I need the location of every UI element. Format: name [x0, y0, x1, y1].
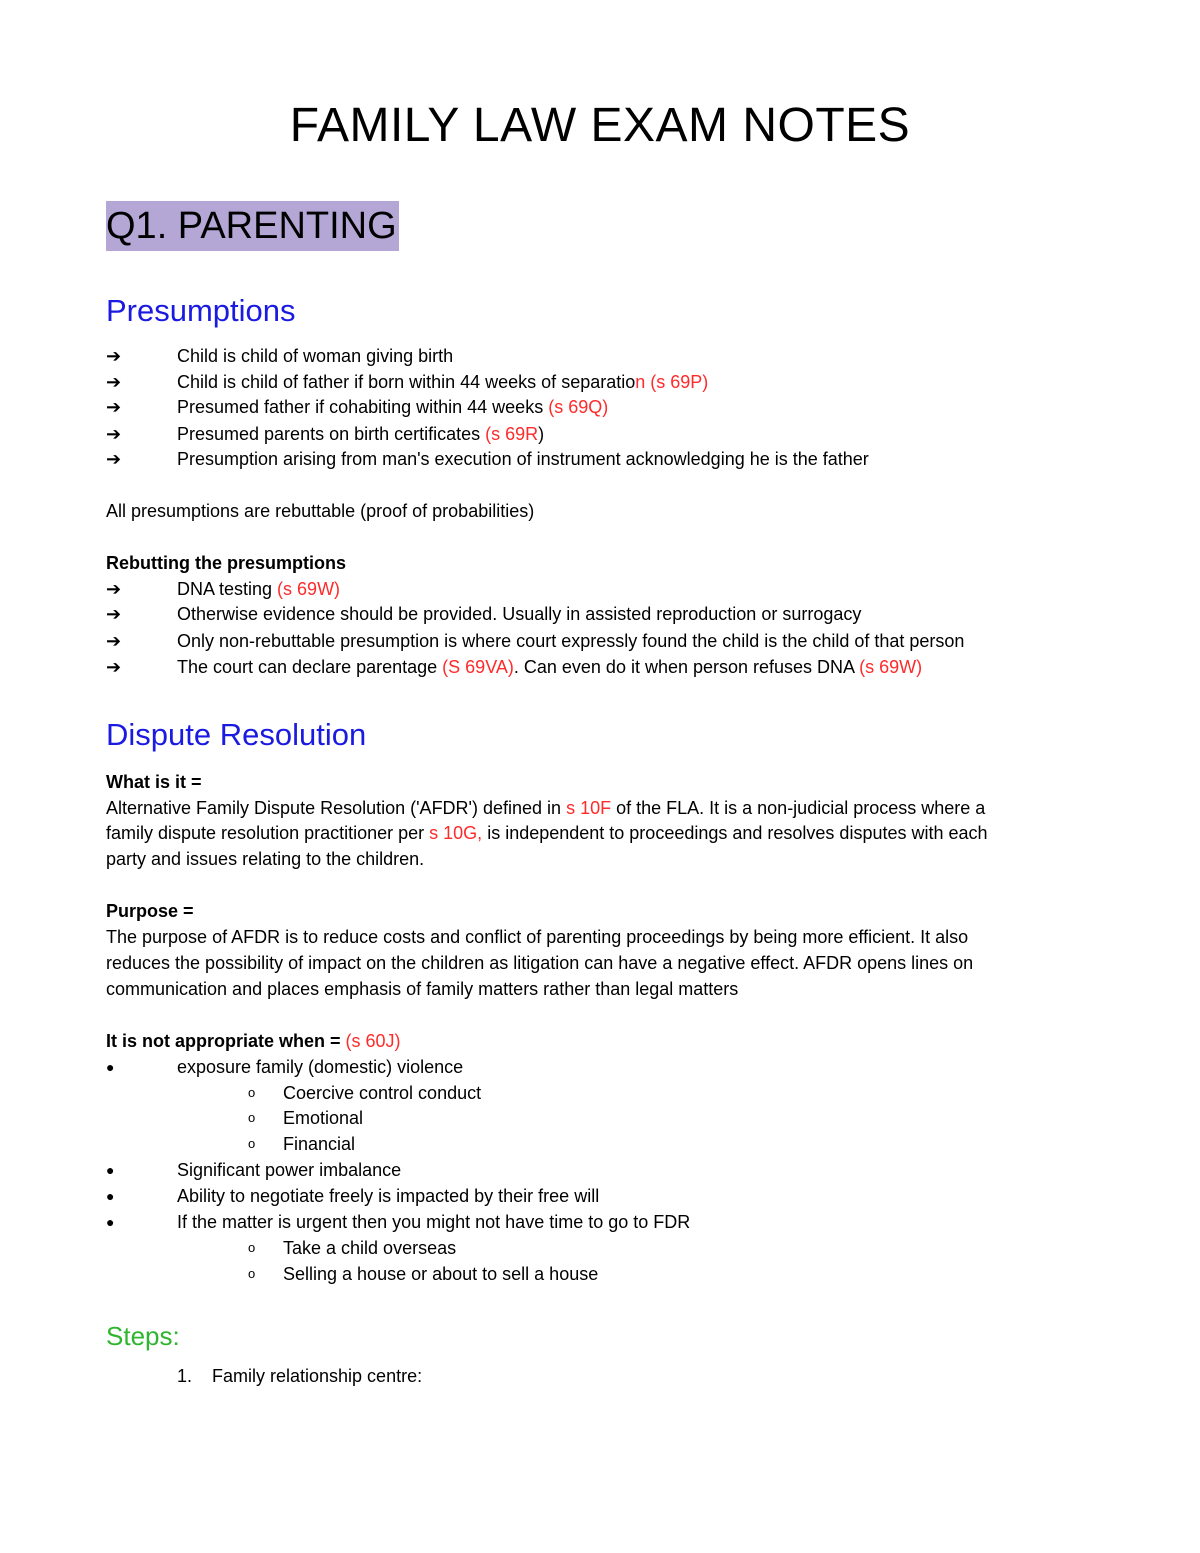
- arrow-bullet-icon: ➔: [106, 346, 122, 366]
- section-reference: (s 69W): [277, 579, 341, 599]
- document-page: FAMILY LAW EXAM NOTES Q1. PARENTING Presumptions ➔ Child is child of woman giving birth ➔ Child is child of father if born within 44 weeks of separation (s 69P) ➔ Presumed father if cohabiting within 44 weeks (s 69Q) ➔ Presumed parents on birth certificates (s 69R) ➔ Presumption arising from man's execution of instrument acknowledging he is the father All presumptions are rebuttable (proof of probabilities) Rebutting the presumptions ➔ DNA testing (s 69W) ➔ Otherwise evidence should be provided. Usually in assisted reproduction or surrogacy ➔ Only non-rebuttable presumption is where court expressly found the child is the child of that person ➔ The court can declare parentage (S 69VA). Can even do it when person refuses DNA (s 69W) Dispute Resolution What is it = Alternative Family Dispute Resolution ('AFDR') defined in s 10F of the FLA. It is a non-judicial process where a family dispute resolution practitioner per s 10G, is independent to proceedings and resolves disputes with each party and issues relating to the children. Purpose = The purpose of AFDR is to reduce costs and conflict of parenting proceedings by being more efficient. It also reduces the possibility of impact on the children as litigation can have a negative effect. AFDR opens lines on communication and places emphasis of family matters rather than legal matters It is not appropriate when = (s 60J) ● exposure family (domestic) violence o Coercive control conduct o Emotional o Financial ● Significant power imbalance ● Ability to negotiate freely is impacted by their free will ● If the matter is urgent then you might not have time to go to FDR o Take a child overseas o Selling a house or about to sell a house Steps: 1. Family relationship centre:: [0, 0, 1200, 1553]
- bullet-dot-icon: ●: [106, 1188, 115, 1204]
- arrow-bullet-icon: ➔: [106, 397, 122, 417]
- what-is-it-label: What is it =: [106, 772, 202, 792]
- rebutting-heading: Rebutting the presumptions: [106, 553, 346, 573]
- presumptions-heading: Presumptions: [106, 293, 296, 328]
- arrow-bullet-icon: ➔: [106, 604, 122, 624]
- section-reference: (s 69W): [859, 657, 923, 677]
- section-reference: s 10G,: [429, 823, 483, 843]
- step-text: Family relationship centre:: [212, 1366, 423, 1386]
- purpose-label: Purpose =: [106, 901, 194, 921]
- paragraph-line: party and issues relating to the children.: [106, 849, 425, 869]
- page-title: FAMILY LAW EXAM NOTES: [289, 99, 911, 152]
- arrow-bullet-icon: ➔: [106, 424, 122, 444]
- dispute-resolution-heading: Dispute Resolution: [106, 717, 367, 752]
- section-reference: s 10F: [566, 798, 612, 818]
- not-appropriate-line: It is not appropriate when = (s 60J): [106, 1031, 401, 1051]
- section-reference: (s 60J): [345, 1031, 401, 1051]
- bullet-dot-icon: ●: [106, 1059, 115, 1075]
- presumptions-note: All presumptions are rebuttable (proof of probabilities): [106, 501, 535, 521]
- steps-heading: Steps:: [106, 1321, 180, 1351]
- section-reference: n (s 69P): [635, 372, 709, 392]
- bullet-circle-icon: o: [248, 1085, 256, 1100]
- bullet-circle-icon: o: [248, 1266, 256, 1281]
- arrow-bullet-icon: ➔: [106, 579, 122, 599]
- paragraph-line: Alternative Family Dispute Resolution ('AFDR') defined in s 10F of the FLA. It is a non-judicial process where a: [106, 798, 986, 818]
- section-reference: (s 69R: [485, 424, 539, 444]
- paragraph-line: The purpose of AFDR is to reduce costs and conflict of parenting proceedings by being more efficient. It also: [106, 927, 969, 947]
- step-number: 1.: [177, 1366, 193, 1386]
- bullet-circle-icon: o: [248, 1110, 256, 1125]
- section-reference: (s 69Q): [548, 397, 609, 417]
- paragraph-line: reduces the possibility of impact on the children as litigation can have a negative effect. AFDR opens lines on: [106, 953, 974, 973]
- section-reference: (S 69VA): [442, 657, 514, 677]
- bullet-dot-icon: ●: [106, 1214, 115, 1230]
- bullet-circle-icon: o: [248, 1240, 256, 1255]
- q1-heading: Q1. PARENTING: [106, 201, 399, 251]
- paragraph-line: family dispute resolution practitioner per s 10G, is independent to proceedings and resolves disputes with each: [106, 823, 988, 843]
- paragraph-line: communication and places emphasis of family matters rather than legal matters: [106, 979, 739, 999]
- bullet-circle-icon: o: [248, 1136, 256, 1151]
- arrow-bullet-icon: ➔: [106, 372, 122, 392]
- arrow-bullet-icon: ➔: [106, 449, 122, 469]
- arrow-bullet-icon: ➔: [106, 657, 122, 677]
- arrow-bullet-icon: ➔: [106, 631, 122, 651]
- bullet-dot-icon: ●: [106, 1162, 115, 1178]
